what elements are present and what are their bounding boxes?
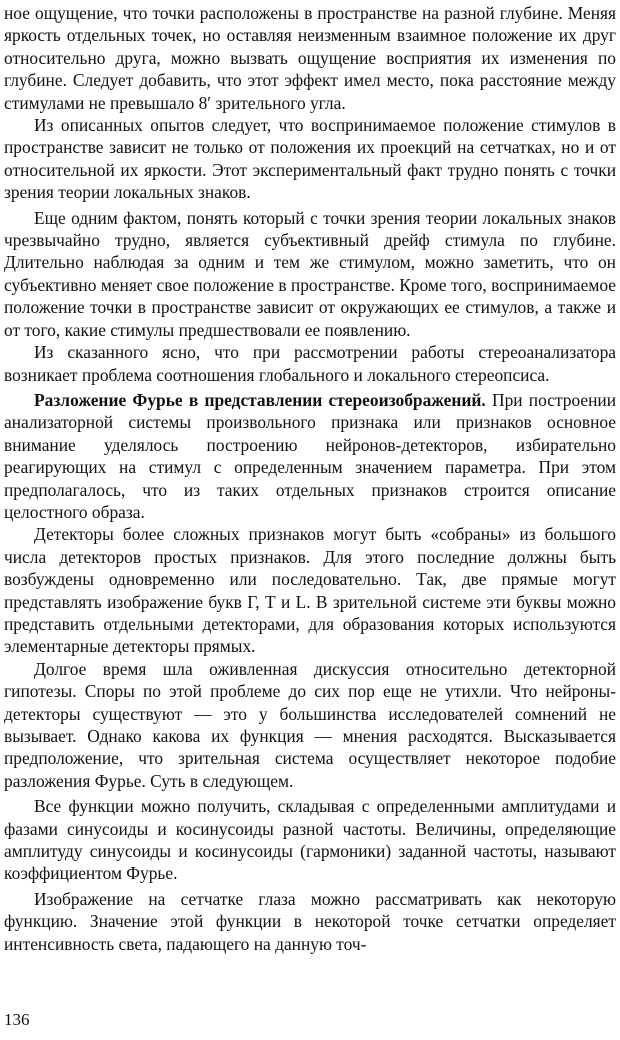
paragraph-text: При построении анализаторной системы произвольного признака или признаков основное внимание уделялось построению нейронов-детекторов, избирательно реагирующих на стимул с определенным значением параметра. При этом предполагалось, что из таких отдельных признаков строится описание целостного образа. bbox=[4, 389, 616, 522]
section-heading: Разложение Фурье в представлении стереоизображений. bbox=[34, 389, 486, 410]
paragraph-global-local-stereopsis bbox=[4, 341, 616, 386]
paragraph-detector-hypothesis bbox=[4, 658, 616, 792]
paragraph-text: ное ощущение, что точки расположены в пространстве на разной глубине. Меняя яркость отдельных точек, но оставляя неизменным взаимное положение их друг относительно друга, можно вызвать ощущение восприятия их изменения по глубине. Следует добавить, что этот эффект имел место, пока расстояние между стимулами не превышало 8′ зрительного угла. bbox=[4, 3, 616, 113]
paragraph-text: Все функции можно получить, складывая с определенными амплитудами и фазами синусоиды и косинусоиды разной частоты. Величины, определяющие амплитуду синусоиды и косинусоиды (гармоники) заданной частоты, называют коэффициентом Фурье. bbox=[4, 796, 616, 884]
paragraph-text: Из описанных опытов следует, что воспринимаемое положение стимулов в пространстве зависит не только от положения их проекций на сетчатках, но и от относительной их яркости. Этот экспериментальный факт трудно понять с точки зрения теории локальных знаков. bbox=[4, 115, 616, 203]
paragraph-text: Изображение на сетчатке глаза можно рассматривать как некоторую функцию. Значение этой функции в некоторой точке сетчатки определяет интенсивность света, падающего на данную точ- bbox=[4, 888, 616, 954]
page-number: 136 bbox=[4, 1010, 30, 1029]
paragraph-stimulus-position bbox=[4, 114, 616, 204]
paragraph-fourier-section bbox=[4, 389, 616, 523]
paragraph-text: Еще одним фактом, понять который с точки зрения теории локальных знаков чрезвычайно трудно, является субъективный дрейф стимула по глубине. Длительно наблюдая за одним и тем же стимулом, можно заметить, что он субъективно меняет свое положение в пространстве. Кроме того, воспринимаемое положение точки в пространстве зависит от окружающих ее стимулов, а также и от того, какие стимулы предшествовали ее появлению. bbox=[4, 207, 616, 340]
paragraph-continuation bbox=[4, 2, 616, 114]
paragraph-complex-detectors bbox=[4, 523, 616, 657]
paragraph-fourier-coefficients bbox=[4, 795, 616, 885]
paragraph-text: Детекторы более сложных признаков могут быть «собраны» из большого числа детекторов простых признаков. Для этого последние должны быть возбуждены одновременно или последовательно. Так, две прямые могут представлять изображение букв Г, Т и L. В зрительной системе эти буквы можно представить отдельными детекторами, для образования которых используются элементарные детекторы прямых. bbox=[4, 524, 616, 657]
paragraph-subjective-drift bbox=[4, 207, 616, 341]
paragraph-text: Долгое время шла оживленная дискуссия относительно детекторной гипотезы. Споры по этой проблеме до сих пор еще не утихли. Что нейроны-детекторы существуют — это у большинства исследователей сомнений не вызывает. Однако какова их функция — мнения расходятся. Высказывается предположение, что зрительная система осуществляет некоторое подобие разложения Фурье. Суть в следующем. bbox=[4, 658, 616, 791]
book-page-text bbox=[4, 2, 616, 955]
paragraph-text: Из сказанного ясно, что при рассмотрении работы стереоанализатора возникает проблема соотношения глобального и локального стереопсиса. bbox=[4, 342, 616, 385]
paragraph-retina-function bbox=[4, 888, 616, 955]
